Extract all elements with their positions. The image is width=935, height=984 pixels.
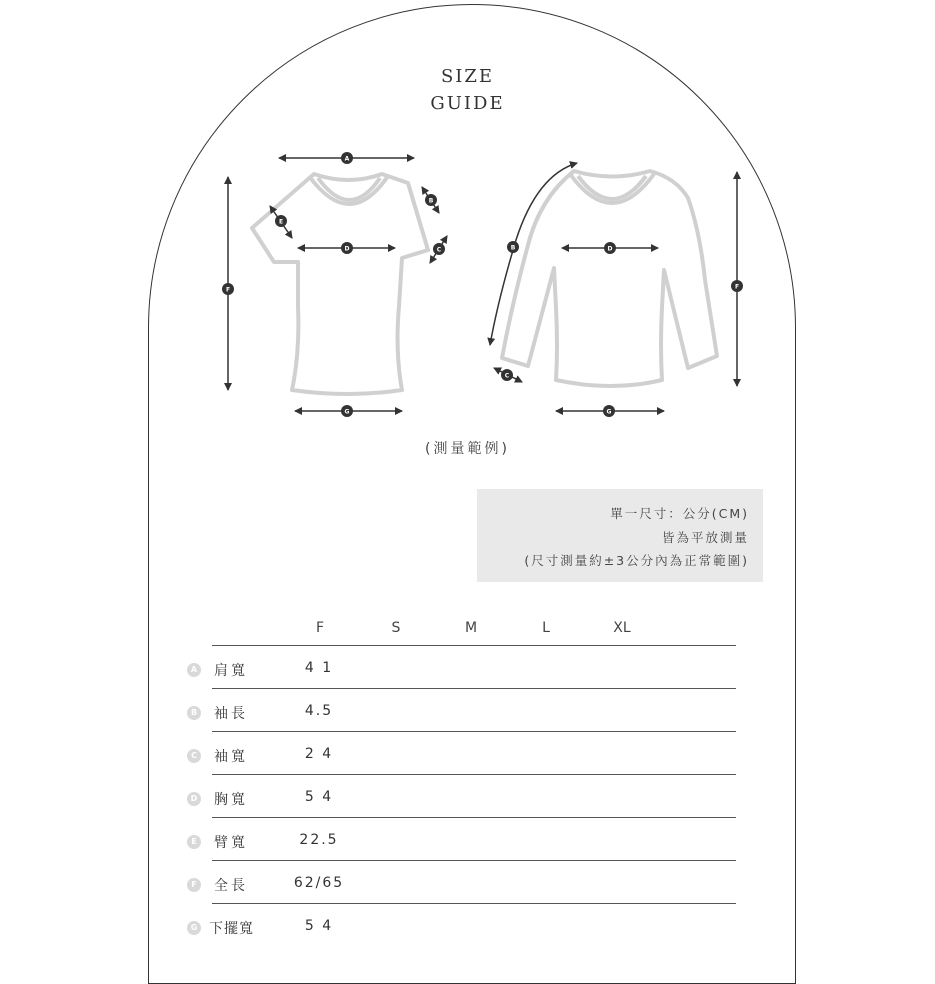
svg-text:C: C [436, 246, 442, 254]
row-badge: A [187, 663, 201, 677]
marker-e [275, 215, 287, 227]
table-divider [212, 817, 736, 818]
table-divider [212, 688, 736, 689]
marker-d-longsleeve [604, 242, 616, 254]
row-label: 袖寬 [214, 749, 248, 765]
svg-text:D: D [344, 245, 350, 253]
row-value-f: 62/65 [293, 875, 345, 891]
size-header-l: L [542, 620, 550, 636]
row-label: 臂寬 [214, 835, 248, 851]
diagram-caption: (測量範例) [425, 441, 510, 457]
marker-g-longsleeve [603, 405, 615, 417]
row-badge: C [187, 749, 201, 763]
marker-d-tshirt [341, 242, 353, 254]
marker-g-tshirt [341, 405, 353, 417]
marker-c-longsleeve [501, 369, 513, 381]
measurement-note [477, 489, 763, 582]
svg-text:D: D [607, 245, 613, 253]
row-badge: D [187, 792, 201, 806]
row-badge: G [187, 921, 201, 935]
svg-text:G: G [344, 408, 350, 416]
table-divider [212, 645, 736, 646]
arrow-b-longsleeve [490, 163, 577, 345]
row-badge: E [187, 835, 201, 849]
row-value-f: 5 4 [304, 918, 334, 934]
marker-f-longsleeve [731, 280, 743, 292]
note-line-2: 皆為平放測量 [661, 529, 749, 545]
size-header-xl: XL [613, 620, 631, 636]
table-divider [212, 860, 736, 861]
row-value-f: 4 1 [304, 660, 334, 676]
table-divider [212, 731, 736, 732]
note-line-3: (尺寸測量約±3公分內為正常範圍) [524, 553, 749, 568]
row-label: 肩寬 [214, 663, 248, 679]
svg-text:B: B [510, 244, 516, 252]
marker-a [341, 152, 353, 164]
size-header-s: S [391, 620, 401, 636]
table-divider [212, 903, 736, 904]
row-value-f: 22.5 [299, 832, 339, 848]
longsleeve-illustration [502, 171, 717, 386]
row-badge: F [187, 878, 201, 892]
title-line-2: GUIDE [430, 93, 505, 114]
row-label: 袖長 [214, 706, 248, 722]
size-header-f: F [315, 620, 325, 636]
svg-text:G: G [606, 408, 612, 416]
note-line-1: 單一尺寸：公分(CM) [610, 506, 749, 521]
svg-text:E: E [278, 218, 284, 226]
table-divider [212, 774, 736, 775]
row-value-f: 4.5 [304, 703, 334, 719]
row-label: 全長 [214, 878, 248, 894]
marker-b-tshirt [425, 194, 437, 206]
row-value-f: 2 4 [304, 746, 334, 762]
svg-text:F: F [734, 283, 740, 291]
row-label: 下擺寬 [209, 921, 254, 937]
marker-b-longsleeve [507, 241, 519, 253]
svg-text:C: C [504, 372, 510, 380]
size-header-m: M [464, 620, 478, 636]
svg-text:F: F [225, 286, 231, 294]
marker-c-tshirt [433, 243, 445, 255]
svg-text:B: B [428, 197, 434, 205]
tshirt-illustration [252, 174, 428, 394]
svg-text:A: A [344, 155, 350, 163]
title-line-1: SIZE [440, 66, 495, 87]
row-label: 胸寬 [214, 792, 248, 808]
marker-f-tshirt [222, 283, 234, 295]
row-badge: B [187, 706, 201, 720]
row-value-f: 5 4 [304, 789, 334, 805]
